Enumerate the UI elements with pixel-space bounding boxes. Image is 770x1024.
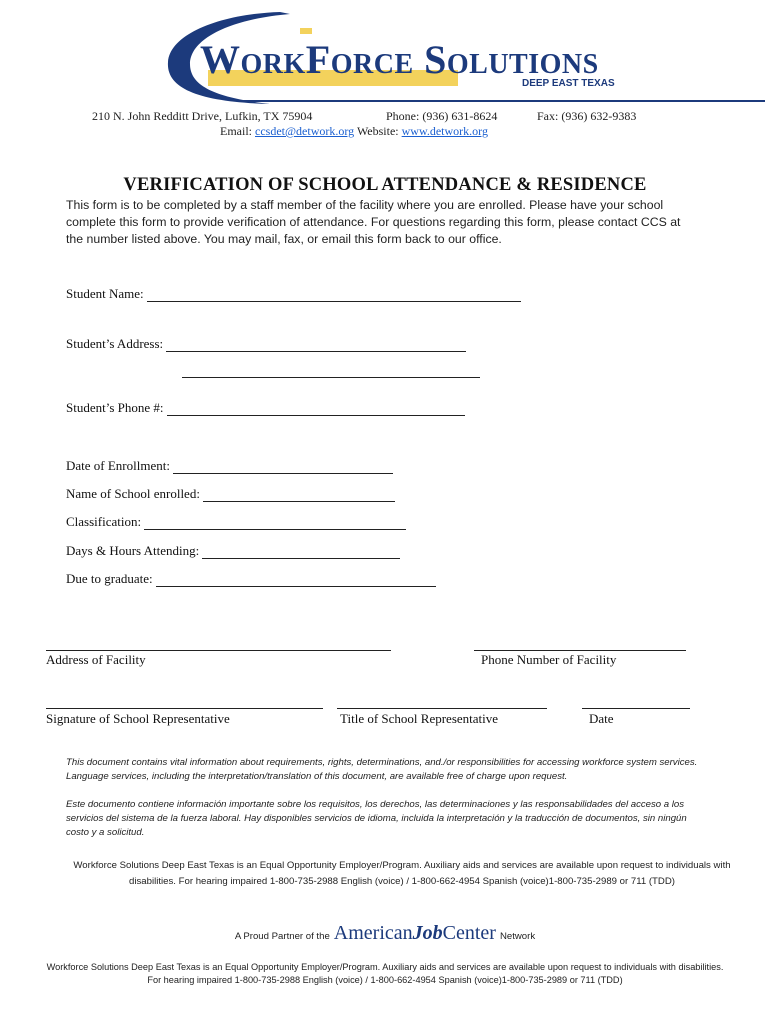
intro-paragraph: This form is to be completed by a staff member of the facility where you are enrolled. Please have your school complete this form to provide verification of attendance. For questions regarding this form, please contact CCS at the number listed above. You may mail, fax, or email this form back to our office. [66,198,681,246]
partner-prefix: A Proud Partner of the [234,931,330,942]
due-graduate-line[interactable] [156,574,436,587]
partner-suffix: Network [499,931,536,942]
signature-rep-line[interactable] [46,708,323,709]
notice-spanish: Este documento contiene información importante sobre los requisitos, los derechos, las determinaciones y las responsabilidades del acceso a los servicios del sistema de la fuerza laboral. Hay disponibles servicios de idioma, incluida la interpretación y la traducción de documentos, sin ningún costo y a solicitud. [66,799,687,838]
student-address-line-2[interactable] [182,377,480,378]
date-label: Date [589,711,614,726]
school-enrolled-field[interactable] [66,486,395,502]
student-phone-label: Student’s Phone #: [66,400,164,415]
student-address-field[interactable] [66,336,466,352]
school-enrolled-line[interactable] [203,489,395,502]
school-enrolled-label: Name of School enrolled: [66,486,200,501]
classification-field[interactable] [66,514,406,530]
header-phone: Phone: (936) 631-8624 [386,109,498,123]
title-rep-label: Title of School Representative [340,711,499,726]
classification-label: Classification: [66,514,142,529]
phone-facility-line[interactable] [474,650,686,651]
classification-line[interactable] [144,517,406,530]
student-name-field[interactable] [66,286,521,302]
address-facility-line[interactable] [46,650,391,651]
student-phone-field[interactable] [66,400,465,416]
american-job-center-logo: AmericanJobCenter [333,922,496,944]
days-hours-label: Days & Hours Attending: [66,543,200,558]
phone-facility-label: Phone Number of Facility [481,652,617,667]
website-link[interactable]: www.detwork.org [401,124,488,138]
workforce-solutions-logo [160,4,615,108]
date-line[interactable] [582,708,690,709]
student-name-line[interactable] [147,289,521,302]
date-enrollment-field[interactable] [66,458,393,474]
partner-line [0,922,770,945]
notice-english: This document contains vital information about requirements, rights, determinations, and./or responsibilities for accessing workforce system services. Language services, including the interpretation/translation of this document, are available free of charge upon request. [66,757,698,782]
logo-wordmark: WORKFORCE SOLUTIONS [200,37,599,82]
eeo-statement: Workforce Solutions Deep East Texas is an Equal Opportunity Employer/Program. Auxiliary aids and services are available upon request to individuals with disabilities. For hearing impaired 1-800-735-2988 English (voice) / 1-800-662-4954 Spanish (voice)1-800-735-2989 or 711 (TDD) [73,860,731,887]
header-rule [240,100,765,102]
header-fax: Fax: (936) 632-9383 [537,109,637,123]
header-contact-line [220,124,488,139]
footer-statement: Workforce Solutions Deep East Texas is an Equal Opportunity Employer/Program. Auxiliary aids and services are available upon request to individuals with disabilities. For hearing impaired 1-800-735-2988 English (voice) / 1-800-662-4954 Spanish (voice)1-800-735-2989 or 711 (TDD) [46,962,724,985]
student-phone-line[interactable] [167,403,465,416]
page-title: VERIFICATION OF SCHOOL ATTENDANCE & RESIDENCE [123,175,647,195]
days-hours-field[interactable] [66,543,400,559]
email-link[interactable]: ccsdet@detwork.org [255,124,355,138]
date-enrollment-line[interactable] [173,461,393,474]
logo-tagline: DEEP EAST TEXAS [522,78,615,89]
due-graduate-field[interactable] [66,571,436,587]
days-hours-line[interactable] [202,546,400,559]
title-rep-line[interactable] [337,708,547,709]
date-enrollment-label: Date of Enrollment: [66,458,170,473]
address-facility-label: Address of Facility [46,652,146,667]
student-address-line[interactable] [166,339,466,352]
student-name-label: Student Name: [66,286,144,301]
signature-rep-label: Signature of School Representative [46,711,230,726]
header-address: 210 N. John Redditt Drive, Lufkin, TX 75904 [92,109,313,123]
due-graduate-label: Due to graduate: [66,571,153,586]
student-address-label: Student’s Address: [66,336,164,351]
email-label: Email: [220,124,252,138]
website-label: Website: [356,124,399,138]
